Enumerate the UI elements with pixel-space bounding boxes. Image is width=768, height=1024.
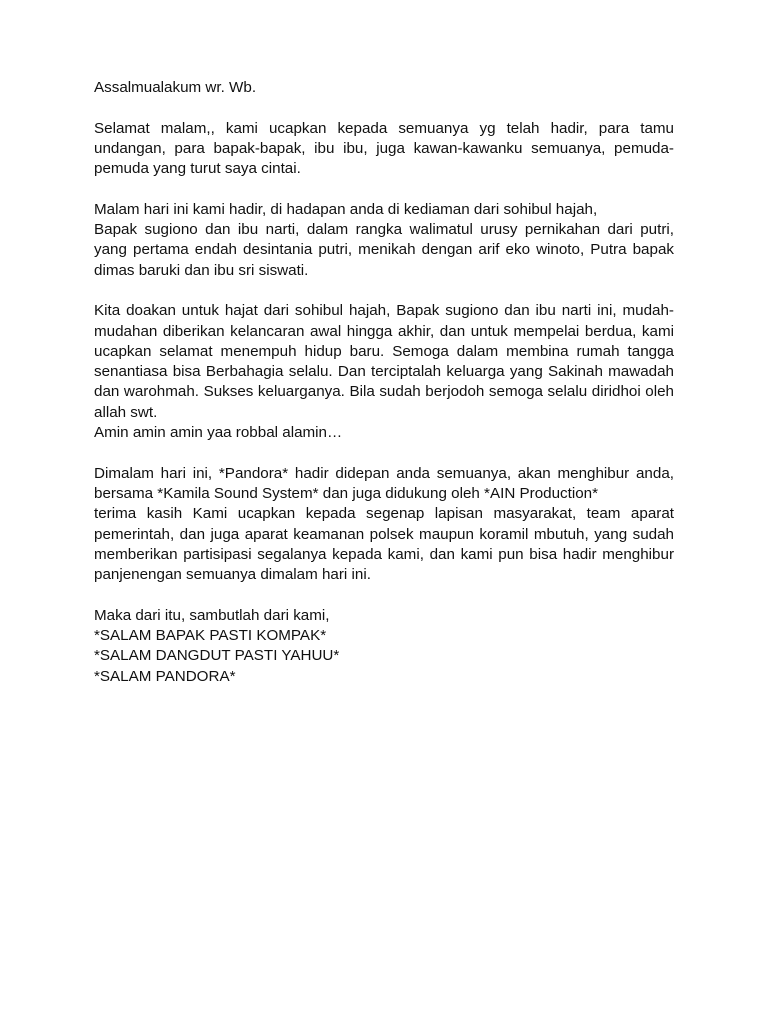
paragraph-prayer-text: Kita doakan untuk hajat dari sohibul hajah, Bapak sugiono dan ibu narti ini, mudah-mudahan diberikan kelancaran awal hingga akhir, dan untuk mempelai berdua, kami ucapkan selamat menempuh hidup baru. Semoga dalam membina rumah tangga senantiasa bisa Berbahagia selalu. Dan terciptalah keluarga yang Sakinah mawadah dan warohmah. Sukses keluarganya. Bila sudah berjodoh semoga selalu diridhoi oleh allah swt. (94, 302, 674, 421)
paragraph-prayer-amin: Amin amin amin yaa robbal alamin… (94, 424, 343, 442)
salam-line-3: *SALAM PANDORA* (94, 667, 236, 685)
greeting-text: Assalmualakum wr. Wb. (94, 79, 257, 96)
paragraph-occasion-line2: Bapak sugiono dan ibu narti, dalam rangka walimatul urusy pernikahan dari putri, yang pertama endah desintania putri, menikah dengan arif eko winoto, Putra bapak dimas baruki dan ibu sri siswati. (94, 221, 674, 279)
paragraph-occasion-line1: Malam hari ini kami hadir, di hadapan anda di kediaman dari sohibul hajah, (94, 200, 598, 218)
paragraph-closing (94, 606, 674, 687)
paragraph-performance-line2: terima kasih Kami ucapkan kepada segenap lapisan masyarakat, team aparat pemerintah, dan juga aparat keamanan polsek maupun koramil mbutuh, yang sudah memberikan partisipasi segalanya kepada kami, dan kami pun bisa hadir menghibur panjenengan semuanya dimalam hari ini. (94, 505, 674, 584)
document-body (94, 78, 674, 707)
greeting (94, 78, 674, 98)
paragraph-performance (94, 464, 674, 586)
paragraph-prayer (94, 301, 674, 443)
salam-line-2: *SALAM DANGDUT PASTI YAHUU* (94, 647, 340, 665)
paragraph-opening (94, 119, 674, 180)
paragraph-occasion (94, 200, 674, 281)
paragraph-performance-line1: Dimalam hari ini, *Pandora* hadir didepan anda semuanya, akan menghibur anda, bersama *Kamila Sound System* dan juga didukung oleh *AIN Production* (94, 464, 674, 502)
paragraph-opening-text: Selamat malam,, kami ucapkan kepada semuanya yg telah hadir, para tamu undangan, para bapak-bapak, ibu ibu, juga kawan-kawanku semuanya, pemuda-pemuda yang turut saya cintai. (94, 119, 674, 178)
closing-intro: Maka dari itu, sambutlah dari kami, (94, 606, 330, 624)
salam-line-1: *SALAM BAPAK PASTI KOMPAK* (94, 627, 327, 645)
